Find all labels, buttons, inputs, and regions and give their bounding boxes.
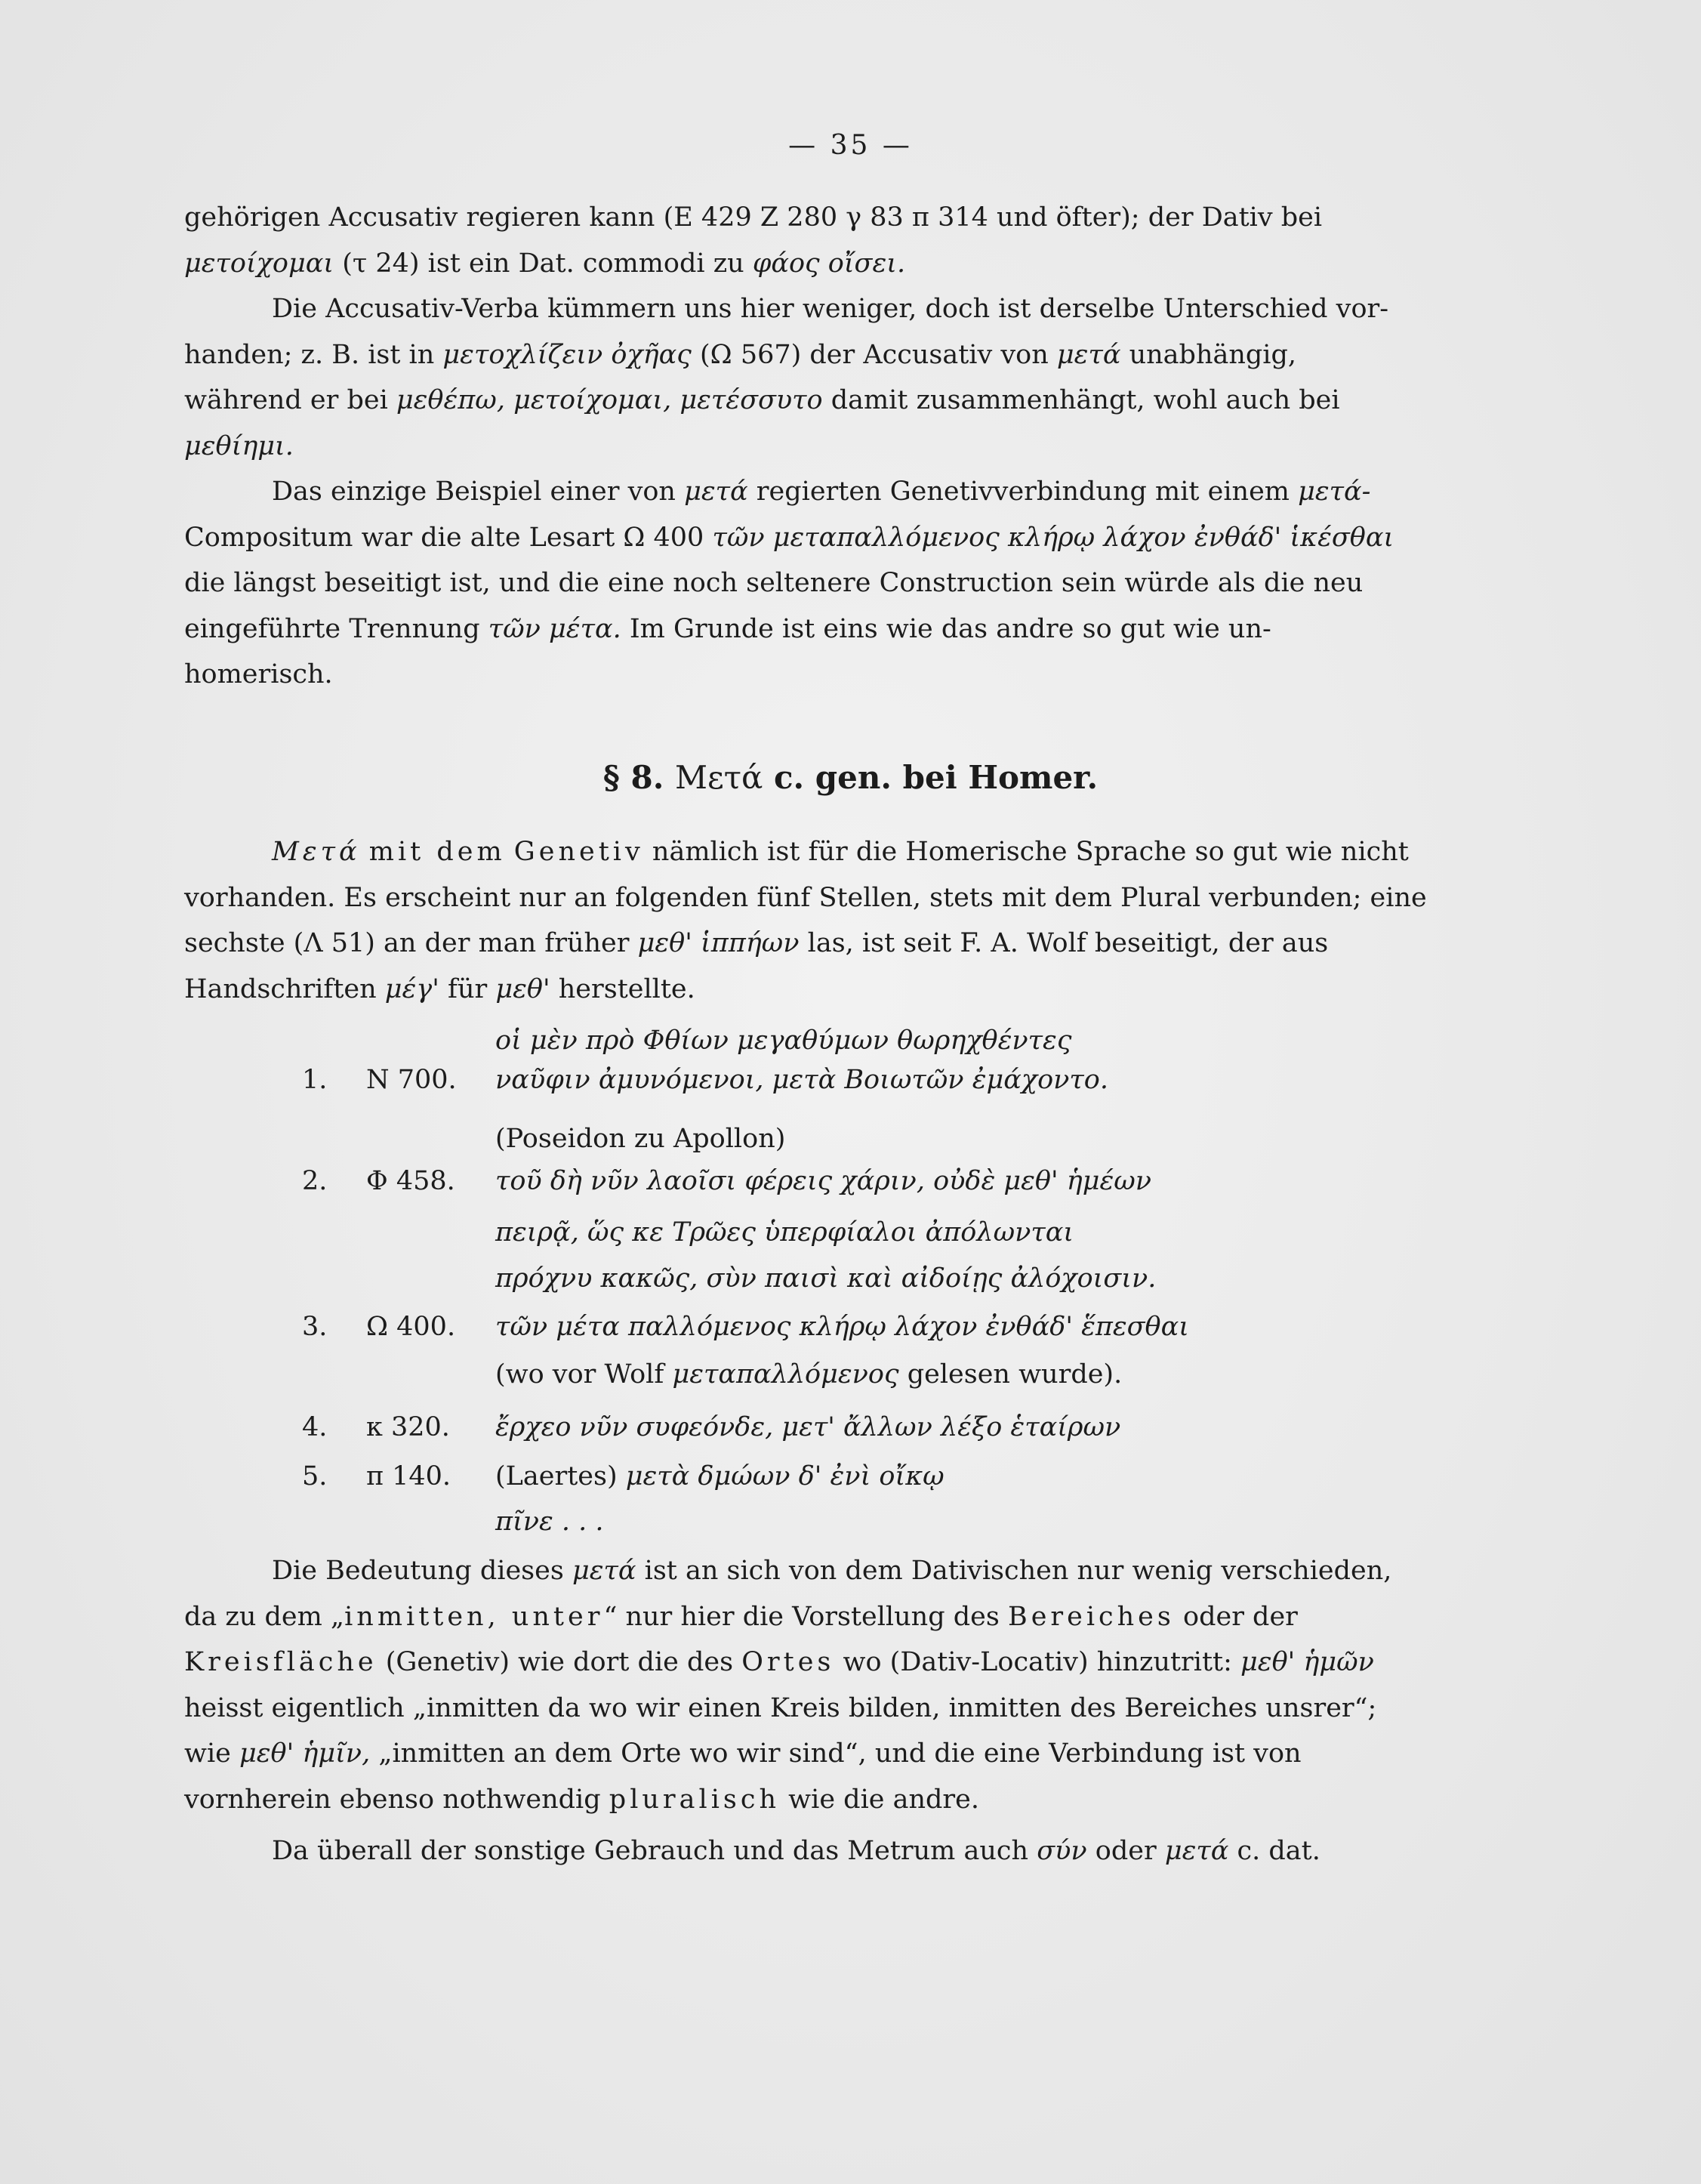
paragraph-3 [184,469,1450,698]
text: oder der [1183,1601,1298,1632]
paragraph-5 [184,1548,1450,1822]
text: (Laertes) [495,1461,618,1491]
text: nämlich ist für die Homerische Sprache so gut wie nicht [652,837,1409,867]
paragraph-4 [184,829,1450,1012]
text: (τ 24) ist ein Dat. commodi zu [342,248,744,279]
text: herstellte. [558,973,695,1004]
citation-4-ref: κ 320. [366,1412,450,1442]
text-block-top [184,195,1450,698]
text: vorhanden. Es erscheint nur an folgenden fünf Stellen, stets mit dem Plural verbunden; eine [184,882,1427,913]
text: Die Accusativ-Verba kümmern uns hier weniger, doch ist derselbe Unterschied vor- [272,294,1389,324]
text: da zu dem „ [184,1601,345,1632]
text: gelesen wurde). [907,1359,1123,1390]
section-sign: § 8. [602,759,664,796]
page-number: — 35 — [788,130,913,161]
section-heading [0,759,1701,796]
spaced-text: pluralisch [609,1784,781,1815]
text: gehörigen Accusativ regieren kann (E 429 Z 280 γ 83 π 314 und öfter); der Dativ bei [184,202,1323,233]
text: (Genetiv) wie dort die des [385,1647,734,1677]
text: Das einzige Beispiel einer von [272,477,676,507]
text: Handschriften [184,973,377,1004]
greek-text: μετά [1164,1836,1229,1866]
heading-text: c. gen. bei Homer. [773,759,1099,796]
text: ist an sich von dem Dativischen nur wenig verschieden, [644,1556,1392,1586]
text-block-bottom [184,1548,1450,1874]
spaced-text: Genetiv [513,837,644,867]
greek-text: Μετά [674,759,763,796]
text: handen; z. B. ist in [184,339,435,370]
greek-text: μεθ' ἡμῖν, [239,1738,371,1769]
text: „inmitten an dem Orte wo wir sind“, und die eine Verbindung ist von [378,1738,1302,1769]
greek-text: μεθέπω, μετοίχομαι, μετέσσυτο [396,385,823,415]
citation-2-ref: Φ 458. [366,1166,455,1196]
citation-1-number: 1. [302,1065,328,1095]
text: homerisch. [184,659,333,689]
citation-1-ref: N 700. [366,1065,457,1095]
text: mit dem [368,837,506,867]
citation-4-verse: ἔρχεο νῦν συφεόνδε, μετ' ἄλλων λέξο ἑταίρων [495,1412,1121,1442]
greek-text: Μετά [272,837,361,867]
citation-5-number: 5. [302,1461,328,1491]
greek-text: μεθ' [495,973,550,1004]
greek-text: μετοίχομαι [184,248,334,279]
citation-3-number: 3. [302,1312,328,1342]
text: eingeführte Trennung [184,613,480,644]
spaced-text: Ortes [741,1647,835,1677]
paragraph-1 [184,195,1450,286]
greek-text: μεταπαλλόμενος [672,1359,899,1390]
text: (Ω 567) der Accusativ von [700,339,1049,370]
greek-text: μεθίημι. [184,430,294,461]
greek-text: τῶν μεταπαλλόμενος κλήρῳ λάχον ἐνθάδ' ἱκέσθαι [712,522,1394,553]
greek-text: μετοχλίζειν ὀχῆας [442,339,692,370]
greek-text: σύν [1037,1836,1087,1866]
text: Die Bedeutung dieses [272,1556,564,1586]
text: wie die andre. [788,1784,979,1815]
greek-text: φάος οἴσει. [752,248,906,279]
citation-1-verse: ναῦφιν ἀμυνόμενοι, μετὰ Βοιωτῶν ἐμάχοντο. [495,1065,1108,1095]
citation-3-note [495,1359,1122,1390]
text: damit zusammenhängt, wohl auch bei [830,385,1340,415]
greek-text: μετά [572,1556,636,1586]
text: regierten Genetivverbindung mit einem [756,477,1290,507]
text: während er bei [184,385,388,415]
greek-text: μετὰ δμώων δ' ἐνὶ οἴκῳ [625,1461,944,1491]
spaced-text: inmitten, unter [344,1601,604,1632]
citation-3-verse: τῶν μέτα παλλόμενος κλήρῳ λάχον ἐνθάδ' ἕπεσθαι [495,1312,1189,1342]
greek-text: μεθ' ἡμῶν [1240,1647,1374,1677]
greek-text: μεθ' ἱππήων [637,928,800,958]
citation-5-verse [495,1461,944,1491]
citation-5-ref: π 140. [366,1461,451,1491]
citation-2-note: (Poseidon zu Apollon) [495,1124,786,1154]
text: für [448,973,488,1004]
spaced-text: Bereiches [1007,1601,1175,1632]
text: wie [184,1738,231,1769]
greek-text: μέγ' [384,973,439,1004]
citation-1-pre: οἱ μὲν πρὸ Φθίων μεγαθύμων θωρηχθέντες [495,1026,1072,1056]
citation-2-number: 2. [302,1166,328,1196]
text: sechste (Λ 51) an der man früher [184,928,630,958]
greek-text: μετά [684,477,748,507]
text: oder [1095,1836,1157,1866]
citation-3-ref: Ω 400. [366,1312,456,1342]
text: die längst beseitigt ist, und die eine noch seltenere Construction sein würde als die neu [184,568,1364,598]
citation-2-verse-2: πειρᾷ, ὥς κε Τρῶες ὑπερφίαλοι ἀπόλωνται [495,1217,1074,1248]
text: unabhängig, [1129,339,1297,370]
greek-text: μετά [1056,339,1121,370]
text: wo (Dativ-Locativ) hinzutritt: [843,1647,1232,1677]
text: Compositum war die alte Lesart Ω 400 [184,522,704,553]
text: c. dat. [1237,1836,1320,1866]
text: las, ist seit F. A. Wolf beseitigt, der aus [807,928,1329,958]
spaced-text: Kreisfläche [184,1647,377,1677]
paragraph-6 [184,1828,1450,1874]
citation-5-verse-2: πῖνε . . . [495,1507,604,1537]
text: vornherein ebenso nothwendig [184,1784,601,1815]
paragraph-2 [184,286,1450,469]
text: Im Grunde ist eins wie das andre so gut wie un- [629,613,1271,644]
text: “ nur hier die Vorstellung des [603,1601,1000,1632]
greek-text: μετά- [1298,477,1371,507]
text: Da überall der sonstige Gebrauch und das Metrum auch [272,1836,1029,1866]
citation-2-verse-1: τοῦ δὴ νῦν λαοῖσι φέρεις χάριν, οὐδὲ μεθ' ἡμέων [495,1166,1152,1196]
text-block-middle [184,829,1450,1012]
greek-text: τῶν μέτα. [488,613,621,644]
text: (wo vor Wolf [495,1359,664,1390]
text: heisst eigentlich „inmitten da wo wir einen Kreis bilden, inmitten des Bereiches unsrer“; [184,1692,1377,1723]
citation-2-verse-3: πρόχνυ κακῶς, σὺν παισὶ καὶ αἰδοίῃς ἀλόχοισιν. [495,1263,1157,1294]
citation-4-number: 4. [302,1412,328,1442]
